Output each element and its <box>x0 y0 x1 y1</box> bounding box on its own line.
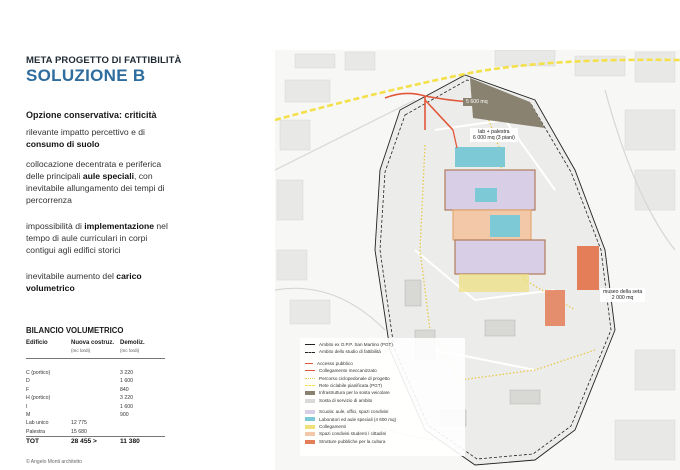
col-demoliz: Demoliz. (mc lordi) <box>120 340 145 353</box>
table-row: C (portico) 3 220 <box>26 370 133 376</box>
table-row: H (portico) 3 220 <box>26 395 133 402</box>
legend-swatch <box>305 352 315 353</box>
legend-label: Scuola: aule, uffici, spazi condivisi <box>319 409 389 415</box>
table-header-row <box>26 340 165 359</box>
table-row: I 1 600 <box>26 403 133 410</box>
legend-swatch <box>305 432 315 436</box>
table-row: Palestra 15 680 <box>26 428 87 435</box>
legend-item <box>305 439 385 444</box>
legend-swatch <box>305 344 315 345</box>
legend-label: Infrastruttura per la sosta veicolare <box>319 390 390 396</box>
table-row: F 840 <box>26 386 129 393</box>
legend-label: Spazi condivisi studenti / cittadini <box>319 431 387 437</box>
legend-swatch <box>305 385 315 386</box>
legend-item <box>305 398 372 403</box>
legend-label: Laboratori ed aule speciali (4 600 mq) <box>319 416 397 422</box>
legend-swatch <box>305 378 315 379</box>
legend-label: Strutture pubbliche per la cultura <box>319 438 386 444</box>
credits: © Angelo Monti architetto <box>26 459 82 465</box>
legend-label: Accesso pubblico <box>317 360 353 366</box>
bilancio-title: BILANCIO VOLUMETRICO <box>26 326 124 335</box>
museum-label: museo della seta 2 000 mq <box>600 288 645 302</box>
table-total-row: TOT 28 455 > 11 380 <box>26 437 165 447</box>
legend-label: Collegamento meccanizzato <box>319 368 377 374</box>
kicker-title: META PROGETTO DI FATTIBILITÀ <box>26 55 182 66</box>
legend-swatch <box>305 410 315 414</box>
legend-item <box>305 409 388 414</box>
school-buildings <box>445 170 545 292</box>
legend-item <box>305 390 390 395</box>
legend-item <box>305 368 377 373</box>
legend-swatch <box>305 363 313 364</box>
legend-swatch <box>305 440 315 444</box>
table-row: Lab unico 12 775 <box>26 420 87 427</box>
table-row: D 1 600 <box>26 378 133 385</box>
legend-swatch <box>305 425 315 429</box>
legend-item <box>305 342 393 347</box>
legend-label: Collegamenti <box>319 424 346 429</box>
lab-gym-building <box>455 147 505 167</box>
criticita-item: rilevante impatto percettivo e di consumo di suolo <box>26 127 145 149</box>
bilancio-table <box>26 340 165 447</box>
criticita-item: collocazione decentrata e periferica delle principali aule speciali, con inevitabile allungamento dei tempi di percorrenza <box>26 159 165 205</box>
legend-item <box>305 417 396 422</box>
page-title: SOLUZIONE B <box>26 66 146 85</box>
section-subtitle: Opzione conservativa: criticità <box>26 110 157 120</box>
legend-swatch <box>305 417 315 421</box>
legend-item <box>305 383 382 388</box>
legend-item <box>305 361 353 366</box>
legend-swatch <box>305 370 315 371</box>
legend-item <box>305 424 346 429</box>
legend-label: Percorso ciclopedonale di progetto <box>319 375 390 381</box>
parking-label: 5 600 mq <box>463 98 491 106</box>
criticita-item: inevitabile aumento del carico volumetrico <box>26 271 142 293</box>
col-nuova: Nuova costruz. (mc lordi) <box>71 340 115 353</box>
table-row: M 900 <box>26 412 129 419</box>
legend-item <box>305 349 381 354</box>
legend-swatch <box>305 391 315 395</box>
lab-label: lab + palestra 6 000 mq (3 piani) <box>470 128 518 142</box>
criticita-item: impossibilità di implementazione nel tempo di aule curriculari in corpi contigui agli edifici storici <box>26 221 168 255</box>
col-edificio: Edificio <box>26 340 48 346</box>
legend-item <box>305 431 386 436</box>
legend-item <box>305 376 390 381</box>
legend-label: Ambito ex O.P.P. San Martino (PGT) <box>319 342 393 347</box>
legend-swatch <box>305 399 315 403</box>
legend-label: Sosta di servizio di ambito <box>319 397 373 403</box>
legend-label: Ambito dello studio di fattibilità <box>319 349 381 355</box>
legend-label: Rete ciclabile pianificata (PGT) <box>319 383 383 388</box>
